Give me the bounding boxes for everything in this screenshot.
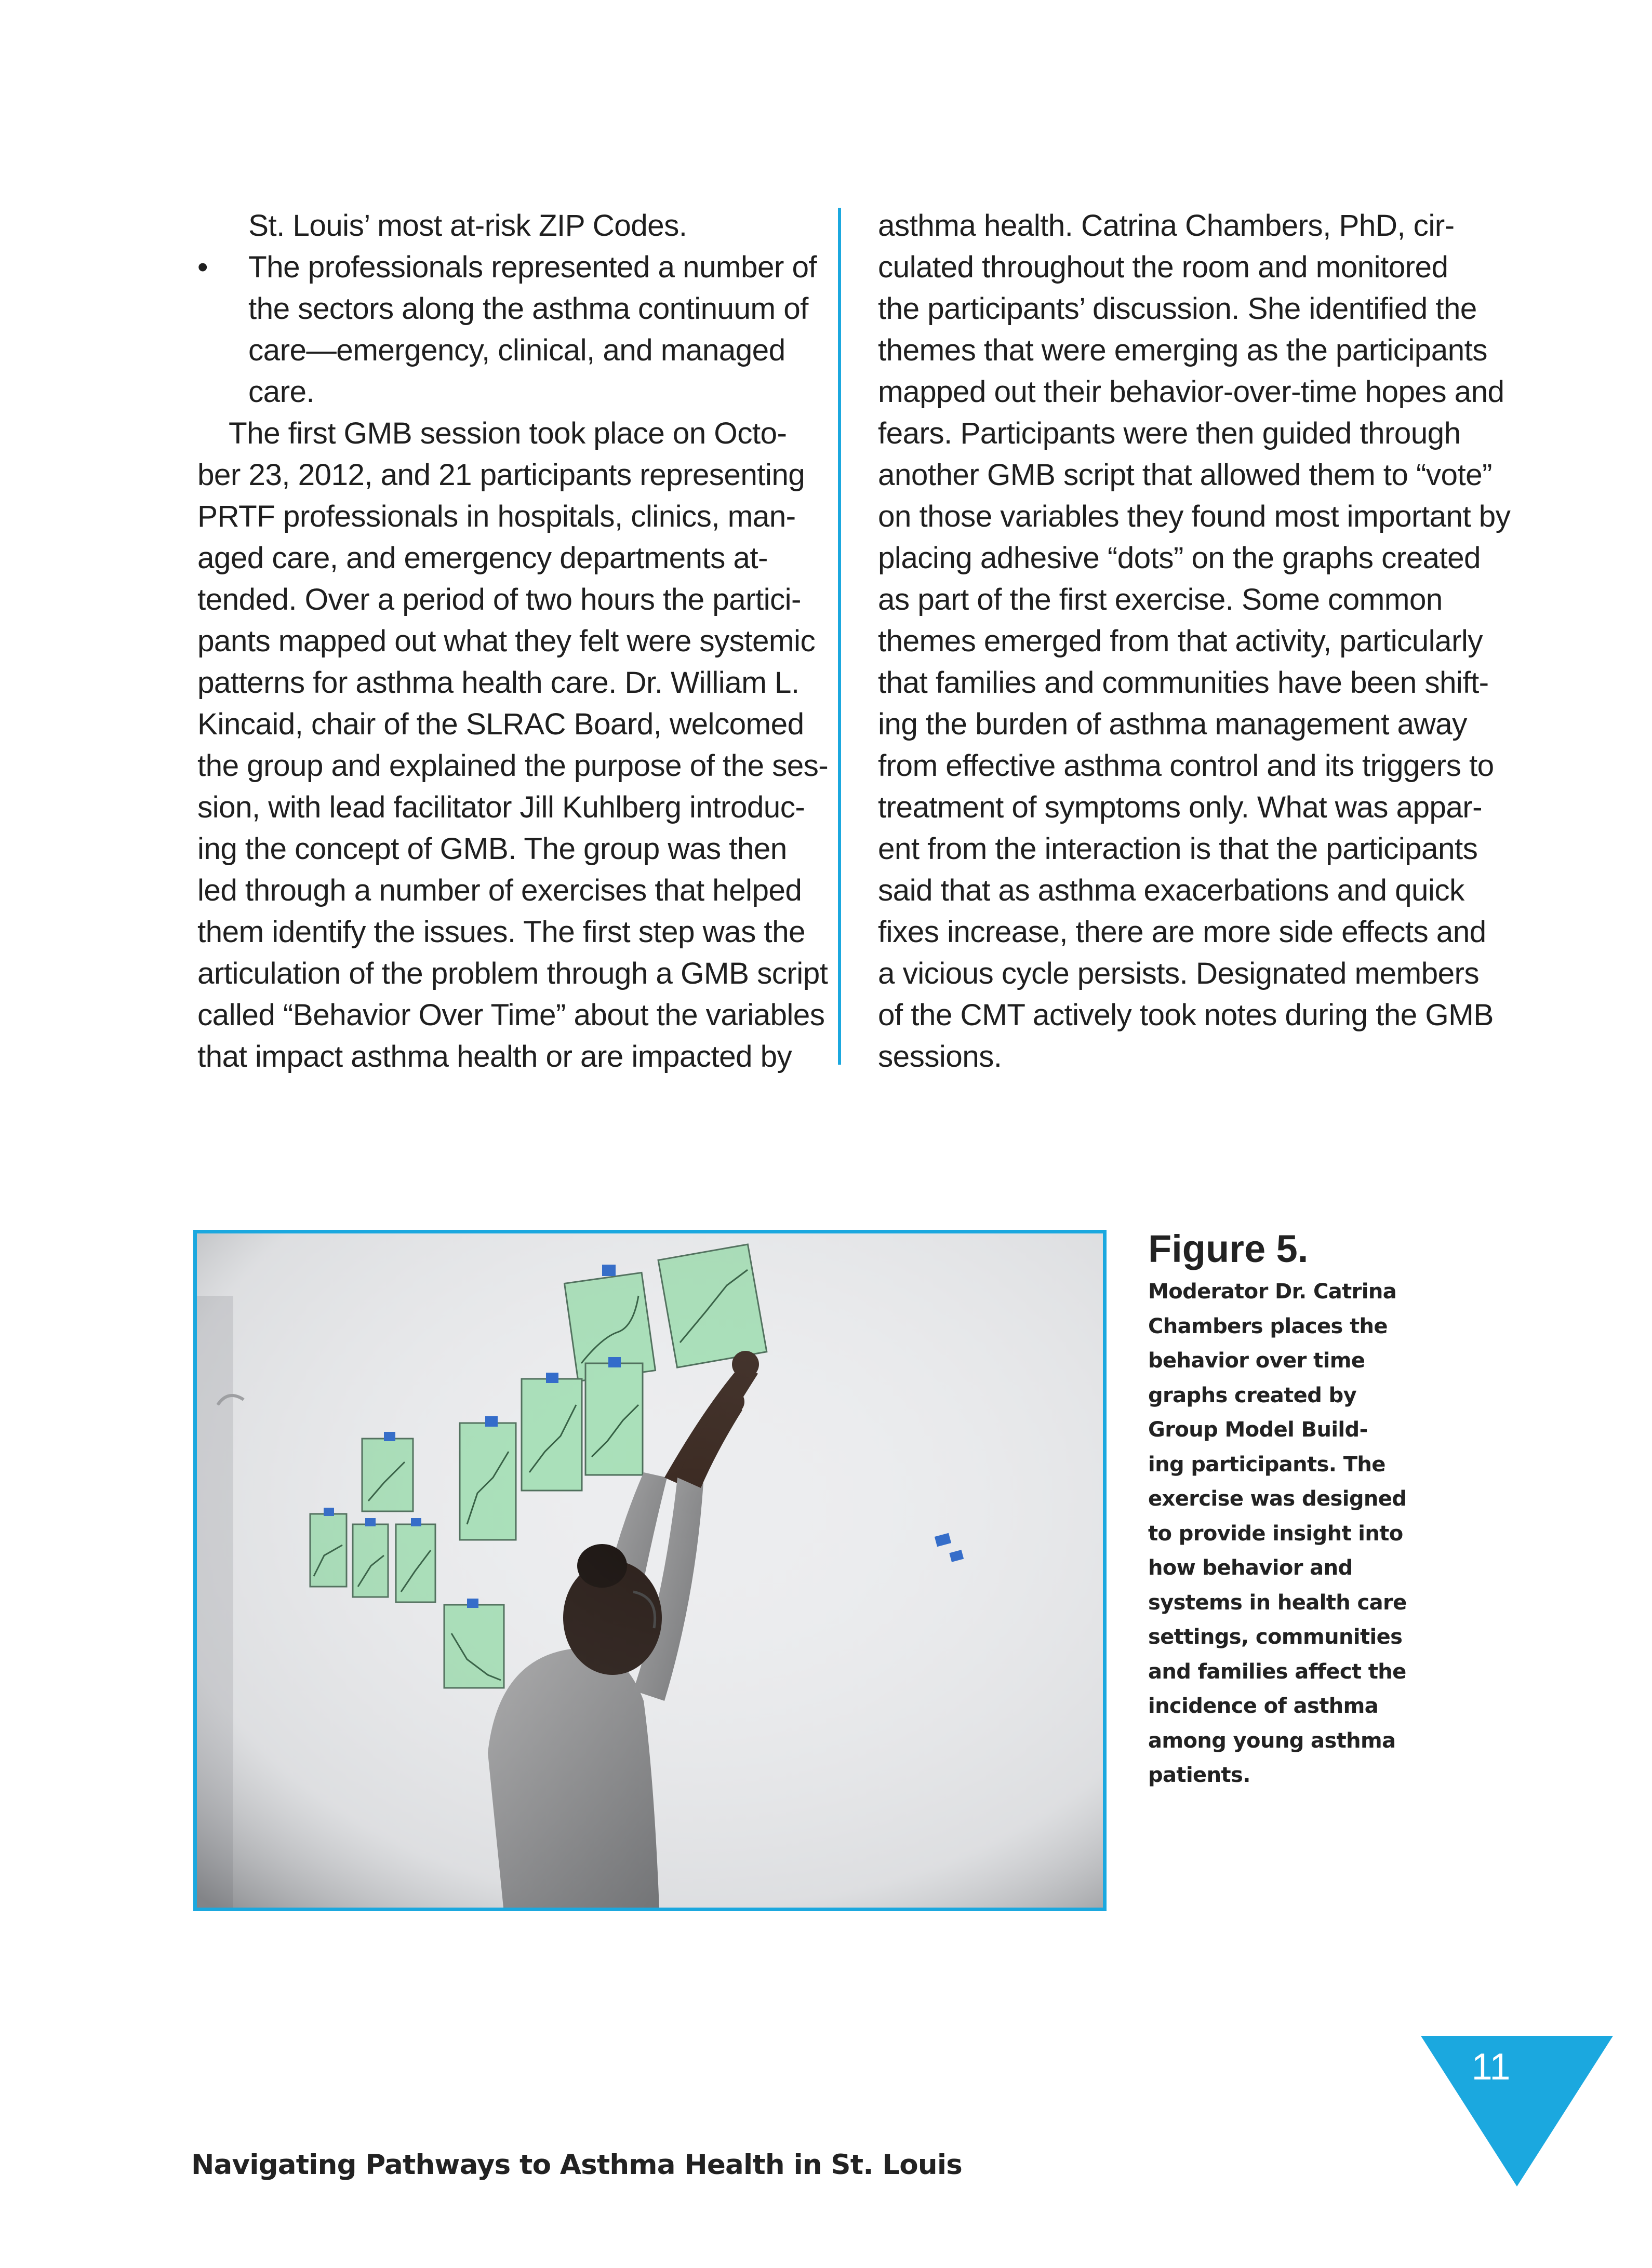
text-line: aged care, and emergency departments at- [197, 541, 768, 575]
text-line: ing the concept of GMB. The group was then [197, 832, 787, 866]
text-line: ber 23, 2012, and 21 participants representing [197, 458, 805, 492]
caption-line: Group Model Build- [1148, 1418, 1368, 1442]
caption-line: Chambers places the [1148, 1314, 1388, 1338]
text-line: led through a number of exercises that helped [197, 874, 802, 907]
text-line: articulation of the problem through a GMB script [197, 957, 828, 990]
bullet-icon: • [197, 250, 208, 284]
figure-caption [1148, 1226, 1439, 1793]
caption-line: exercise was designed [1148, 1487, 1407, 1511]
text-line: care. [248, 375, 315, 409]
text-line: the sectors along the asthma continuum of [248, 292, 808, 326]
text-line: placing adhesive “dots” on the graphs created [878, 541, 1481, 575]
text-line: as part of the first exercise. Some common [878, 583, 1443, 616]
text-line: from effective asthma control and its triggers to [878, 749, 1494, 783]
text-line: of the CMT actively took notes during the GMB [878, 998, 1494, 1032]
text-line: mapped out their behavior-over-time hopes and [878, 375, 1504, 409]
text-line: said that as asthma exacerbations and quick [878, 874, 1464, 907]
text-line: that families and communities have been shift- [878, 666, 1489, 700]
text-line: sessions. [878, 1040, 1002, 1073]
caption-line: graphs created by [1148, 1383, 1357, 1407]
text-line: themes emerged from that activity, particularly [878, 624, 1483, 658]
text-line: treatment of symptoms only. What was appar- [878, 790, 1483, 824]
text-line: tended. Over a period of two hours the partici- [197, 583, 801, 616]
figure-caption-text [1148, 1274, 1439, 1793]
caption-line: patients. [1148, 1763, 1250, 1787]
right-text-column [878, 205, 1517, 1078]
text-line: patterns for asthma health care. Dr. William L. [197, 666, 800, 700]
column-divider [838, 208, 841, 1065]
text-line: the group and explained the purpose of the ses- [197, 749, 829, 783]
text-line: ing the burden of asthma management away [878, 707, 1467, 741]
footer-title: Navigating Pathways to Asthma Health in St. Louis [191, 2149, 962, 2181]
bullet-item [197, 247, 821, 288]
text-line: asthma health. Catrina Chambers, PhD, cir- [878, 209, 1455, 243]
text-line: that impact asthma health or are impacted by [197, 1040, 792, 1073]
caption-line: ing participants. The [1148, 1452, 1385, 1477]
text-line: another GMB script that allowed them to “vote” [878, 458, 1492, 492]
page-number: 11 [1471, 2046, 1511, 2088]
whiteboard-scene [197, 1233, 1103, 1908]
text-line: them identify the issues. The first step was the [197, 915, 805, 949]
text-line: fears. Participants were then guided through [878, 417, 1461, 450]
text-line: Kincaid, chair of the SLRAC Board, welcomed [197, 707, 804, 741]
text-line: St. Louis’ most at-risk ZIP Codes. [248, 209, 687, 243]
caption-line: among young asthma [1148, 1728, 1396, 1753]
text-line: fixes increase, there are more side effects and [878, 915, 1486, 949]
caption-line: systems in health care [1148, 1590, 1407, 1615]
caption-line: Moderator Dr. Catrina [1148, 1280, 1397, 1304]
caption-line: and families affect the [1148, 1659, 1406, 1684]
figure-title: Figure 5. [1148, 1227, 1309, 1270]
text-line: culated throughout the room and monitored [878, 250, 1448, 284]
text-line: themes that were emerging as the participants [878, 333, 1487, 367]
caption-line: settings, communities [1148, 1625, 1403, 1649]
caption-line: how behavior and [1148, 1556, 1353, 1580]
caption-line: incidence of asthma [1148, 1694, 1379, 1718]
text-line: a vicious cycle persists. Designated members [878, 957, 1480, 990]
text-line: care—emergency, clinical, and managed [248, 333, 785, 367]
text-line: The first GMB session took place on Octo- [229, 417, 787, 450]
text-line: called “Behavior Over Time” about the variables [197, 998, 825, 1032]
text-line: sion, with lead facilitator Jill Kuhlberg introduc- [197, 790, 805, 824]
text-line: the participants’ discussion. She identified the [878, 292, 1477, 326]
text-line: on those variables they found most important by [878, 500, 1511, 533]
text-line: pants mapped out what they felt were systemic [197, 624, 816, 658]
text-line: ent from the interaction is that the participants [878, 832, 1478, 866]
text-line: The professionals represented a number of [248, 250, 817, 284]
text-line: PRTF professionals in hospitals, clinics, man- [197, 500, 796, 533]
figure-photo [193, 1230, 1107, 1911]
caption-line: behavior over time [1148, 1349, 1365, 1373]
caption-line: to provide insight into [1148, 1521, 1403, 1546]
left-text-column [197, 205, 829, 1078]
